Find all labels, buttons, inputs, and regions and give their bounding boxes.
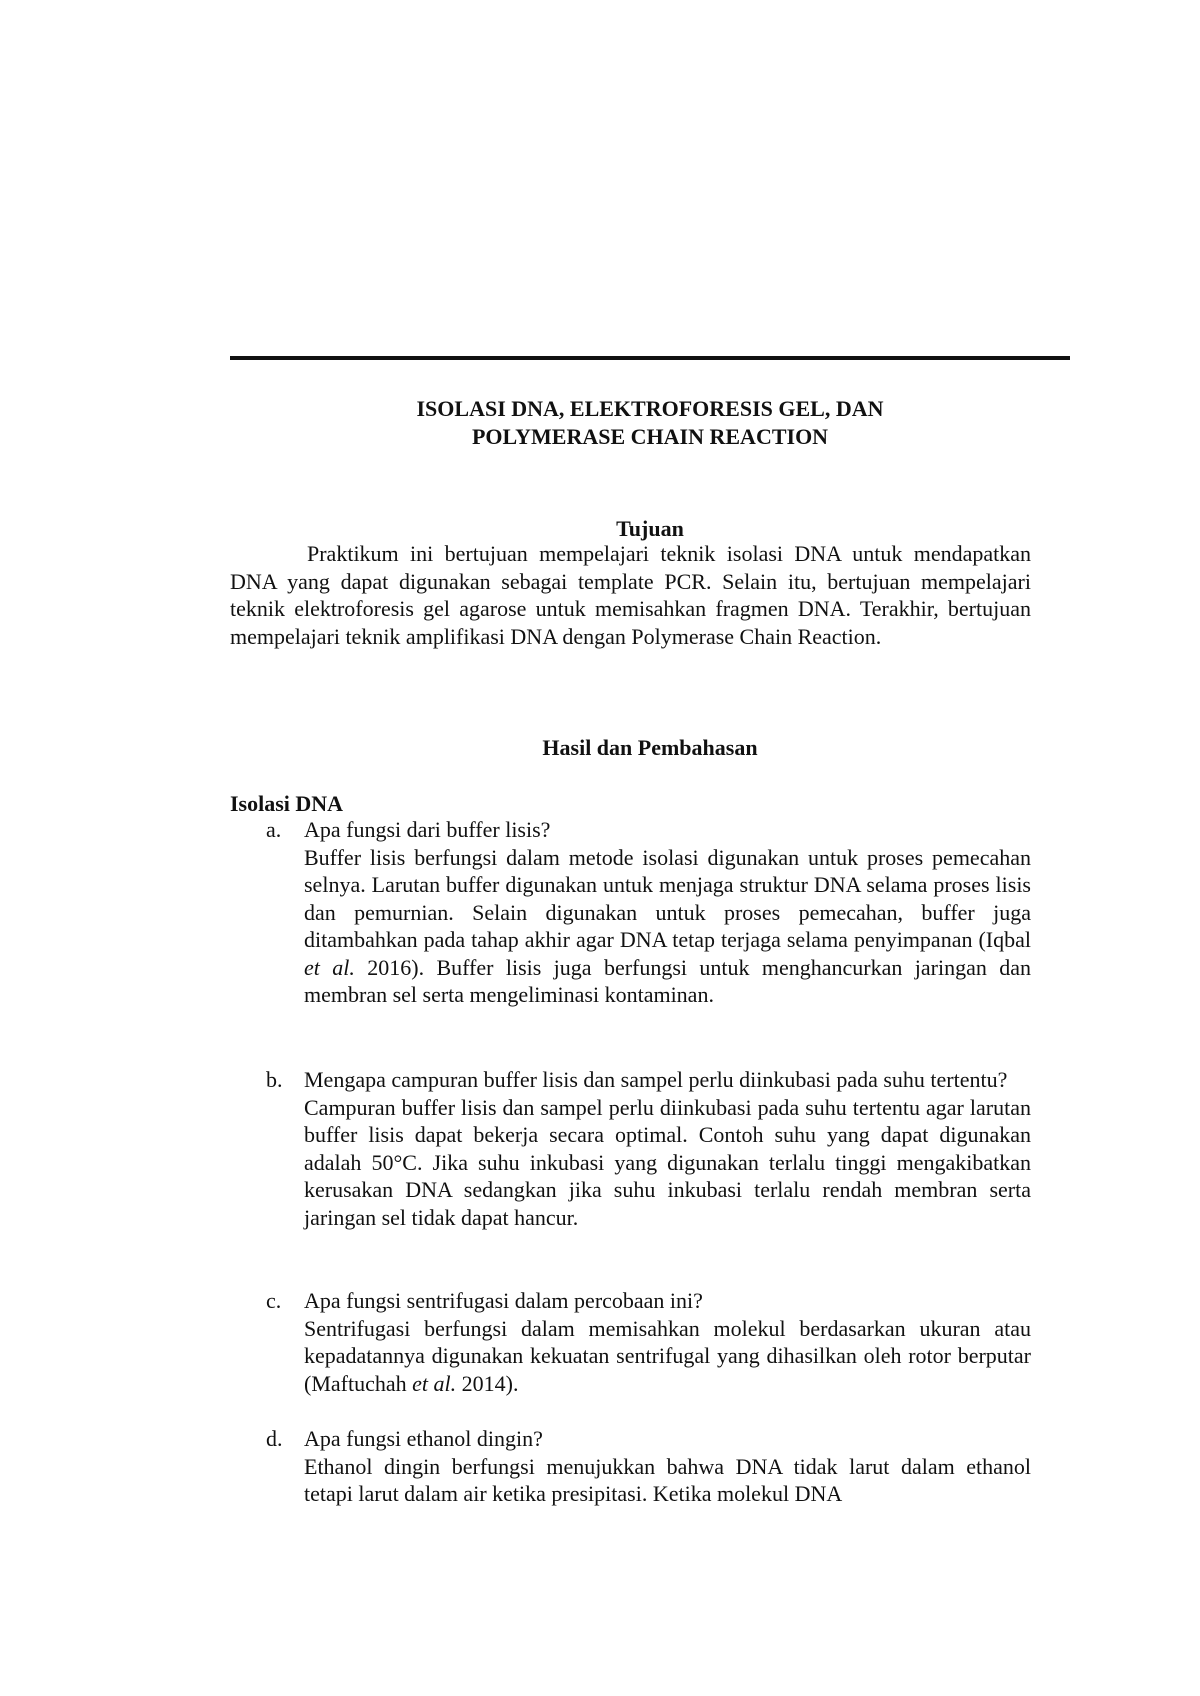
tujuan-heading: Tujuan <box>616 516 684 541</box>
list-item <box>230 1287 1031 1397</box>
item-question: Mengapa campuran buffer lisis dan sampel perlu diinkubasi pada suhu tertentu? <box>304 1067 1008 1092</box>
list-item <box>230 1425 1031 1508</box>
item-letter: b. <box>266 1067 283 1092</box>
list-item <box>230 1066 1031 1231</box>
title-line-1: ISOLASI DNA, ELEKTROFORESIS GEL, DAN <box>416 396 884 421</box>
header-rule <box>230 356 1070 360</box>
item-letter: a. <box>266 817 282 842</box>
item-letter: c. <box>266 1288 282 1313</box>
item-question: Apa fungsi ethanol dingin? <box>304 1426 543 1451</box>
item-answer: Ethanol dingin berfungsi menujukkan bahwa DNA tidak larut dalam ethanol tetapi larut dalam air ketika presipitasi. Ketika molekul DNA <box>304 1453 1031 1506</box>
item-answer: Buffer lisis berfungsi dalam metode isolasi digunakan untuk proses pemecahan selnya. Larutan buffer digunakan untuk menjaga struktur DNA selama proses lisis dan pemurnian. Selain digunakan untuk proses pemecahan, buffer juga ditambahkan pada tahap akhir agar DNA tetap terjaga selama penyimpanan (Iqbal et al. 2016). Buffer lisis juga berfungsi untuk menghancurkan jaringan dan membran sel serta mengeliminasi kontaminan. <box>304 844 1031 1007</box>
item-question: Apa fungsi dari buffer lisis? <box>304 817 551 842</box>
isolasi-heading: Isolasi DNA <box>230 791 344 816</box>
item-answer: Campuran buffer lisis dan sampel perlu diinkubasi pada suhu tertentu agar larutan buffer lisis dapat bekerja secara optimal. Contoh suhu yang dapat digunakan adalah 50°C. Jika suhu inkubasi yang digunakan terlalu tinggi mengakibatkan kerusakan DNA sedangkan jika suhu inkubasi terlalu rendah membran serta jaringan sel tidak dapat hancur. <box>304 1094 1031 1230</box>
item-question: Apa fungsi sentrifugasi dalam percobaan ini? <box>304 1288 703 1313</box>
hasil-heading: Hasil dan Pembahasan <box>542 735 758 760</box>
item-answer: Sentrifugasi berfungsi dalam memisahkan molekul berdasarkan ukuran atau kepadatannya digunakan kekuatan sentrifugal yang dihasilkan oleh rotor berputar (Maftuchah et al. 2014). <box>304 1315 1031 1396</box>
list-item <box>230 816 1031 1009</box>
document-title <box>230 395 1070 451</box>
title-line-2: POLYMERASE CHAIN REACTION <box>471 424 829 449</box>
item-letter: d. <box>266 1426 283 1451</box>
tujuan-paragraph: Praktikum ini bertujuan mempelajari teknik isolasi DNA untuk mendapatkan DNA yang dapat digunakan sebagai template PCR. Selain itu, bertujuan mempelajari teknik elektroforesis gel agarose untuk memisahkan fragmen DNA. Terakhir, bertujuan mempelajari teknik amplifikasi DNA dengan Polymerase Chain Reaction. <box>230 541 1031 649</box>
